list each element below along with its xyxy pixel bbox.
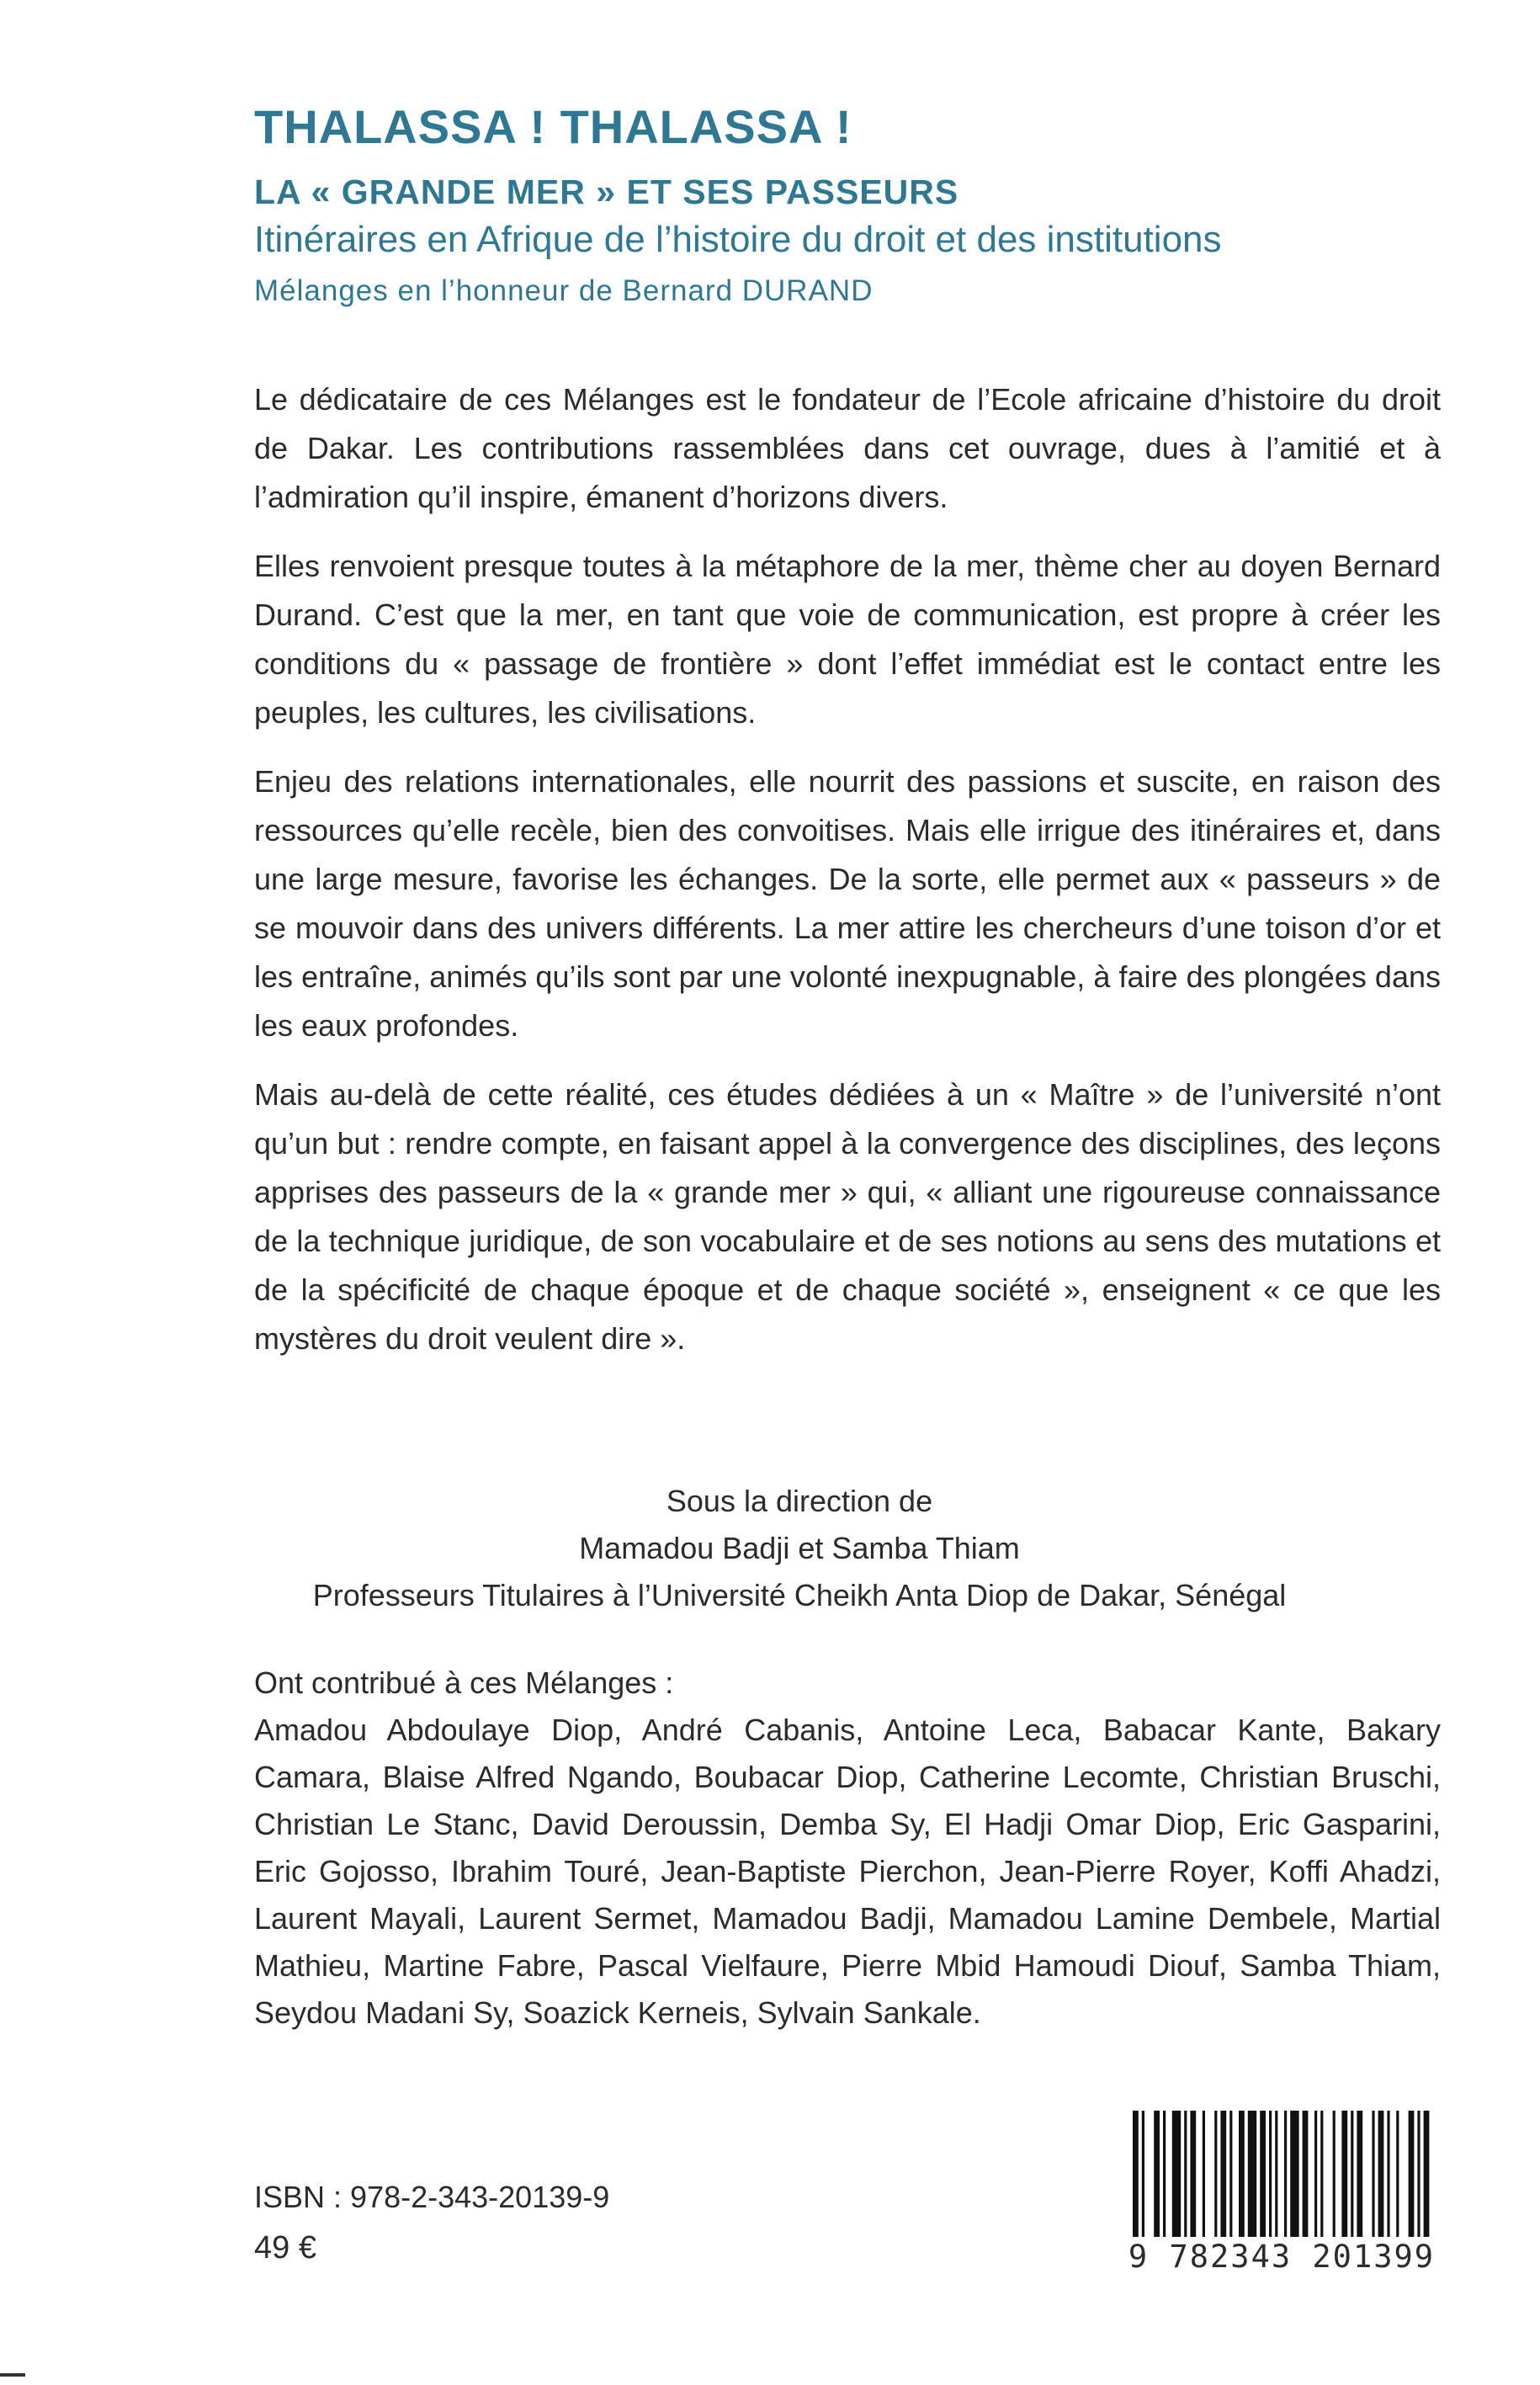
paragraph: Elles renvoient presque toutes à la métaphore de la mer, thème cher au doyen Bernard Durand. C’est que la mer, en tant que voie de communication, est propre à créer les conditions du « passage de frontière » dont l’effet immédiat est le contact entre les peuples, les cultures, les civilisations. [254,549,1441,730]
paragraph: Le dédicataire de ces Mélanges est le fondateur de l’Ecole africaine d’histoire du droit de Dakar. Les contributions rassemblées dans cet ouvrage, dues à l’amitié et à l’admiration qu’il inspire, émanent d’horizons divers. [254,382,1441,514]
barcode-bar [1154,2111,1160,2237]
barcode-bar [1424,2111,1430,2237]
barcode-bar [1284,2111,1287,2237]
barcode-bar [1172,2111,1181,2237]
barcode-bars [1129,2111,1434,2237]
editors-block [252,1478,1346,1619]
barcode-bar [1275,2111,1277,2237]
barcode-bar [1387,2111,1389,2237]
barcode-bar [1303,2111,1309,2237]
barcode-bar [1314,2111,1317,2237]
barcode-bar [1203,2111,1205,2237]
contributors-intro: Ont contribué à ces Mélanges : [254,1665,674,1700]
barcode-bar [1142,2111,1144,2237]
barcode-bar [1372,2111,1374,2237]
barcode-bar [1333,2111,1336,2237]
barcode-bar [1184,2111,1187,2237]
barcode [1123,2106,1441,2282]
barcode-bar [1133,2111,1139,2237]
barcode-bar [1417,2111,1420,2237]
price: 49 € [254,2230,316,2265]
book-subtitle-itineraires: Itinéraires en Afrique de l’histoire du droit et des institutions [254,219,1222,260]
barcode-bar [1290,2111,1298,2237]
back-cover-text [254,375,1441,1384]
barcode-bar [1229,2111,1232,2237]
book-title: THALASSA ! THALASSA ! [254,100,852,153]
barcode-bar [1260,2111,1266,2237]
barcode-bar [1239,2111,1245,2237]
book-subtitle-melanges: Mélanges en l’honneur de Bernard DURAND [254,274,874,307]
contributors-list: Amadou Abdoulaye Diop, André Cabanis, Antoine Leca, Babacar Kante, Bakary Camara, Blaise Alfred Ngando, Boubacar Diop, Catherine Lecomte, Christian Bruschi, Christian Le Stanc, David Deroussin, Demba Sy, El Hadji Omar Diop, Eric Gasparini, Eric Gojosso, Ibrahim Touré, Jean-Baptiste Pierchon, Jean-Pierre Royer, Koffi Ahadzi, Laurent Mayali, Laurent Sermet, Mamadou Badji, Mamadou Lamine Dembele, Martial Mathieu, Martine Fabre, Pascal Vielfaure, Pierre Mbid Hamoudi Diouf, Samba Thiam, Seydou Madani Sy, Soazick Kerneis, Sylvain Sankale. [254,1713,1441,2030]
barcode-bar [1214,2111,1217,2237]
paragraph: Mais au-delà de cette réalité, ces études dédiées à un « Maître » de l’université n’ont qu’un but : rendre compte, en faisant appel à la convergence des disciplines, des leçons apprises des passeurs de la « grande mer » qui, « alliant une rigoureuse connaissance de la technique juridique, de son vocabulaire et de ses notions au sens des mutations et de la spécificité de chaque époque et de chaque société », enseignent « ce que les mystères du droit veulent dire ». [254,1077,1441,1356]
barcode-bar [1190,2111,1196,2237]
barcode-bar [1378,2111,1384,2237]
book-subtitle: LA « GRANDE MER » ET SES PASSEURS [254,173,959,211]
direction-label: Sous la direction de [666,1484,933,1518]
editors-affiliation: Professeurs Titulaires à l’Université Cheikh Anta Diop de Dakar, Sénégal [312,1578,1287,1612]
barcode-bar [1341,2111,1347,2237]
barcode-bar [1320,2111,1323,2237]
barcode-bar [1396,2111,1399,2237]
barcode-bar [1220,2111,1226,2237]
barcode-digits: 9 782343 201399 [1128,2239,1436,2275]
editors-names: Mamadou Badji et Samba Thiam [579,1531,1020,1565]
barcode-bar [1248,2111,1256,2237]
trim-mark [0,2373,25,2377]
isbn: ISBN : 978-2-343-20139-9 [254,2180,610,2214]
barcode-bar [1357,2111,1362,2237]
barcode-bar [1269,2111,1272,2237]
barcode-bar [1409,2111,1415,2237]
barcode-bar [1351,2111,1353,2237]
contributors-block [254,1660,1441,2037]
barcode-bar [1163,2111,1166,2237]
paragraph: Enjeu des relations internationales, elle nourrit des passions et suscite, en raison des ressources qu’elle recèle, bien des convoitises. Mais elle irrigue des itinéraires et, dans une large mesure, favorise les échanges. De la sorte, elle permet aux « passeurs » de se mouvoir dans des univers différents. La mer attire les chercheurs d’une toison d’or et les entraîne, animés qu’ils sont par une volonté inexpugnable, à faire des plongées dans les eaux profondes. [254,764,1441,1043]
